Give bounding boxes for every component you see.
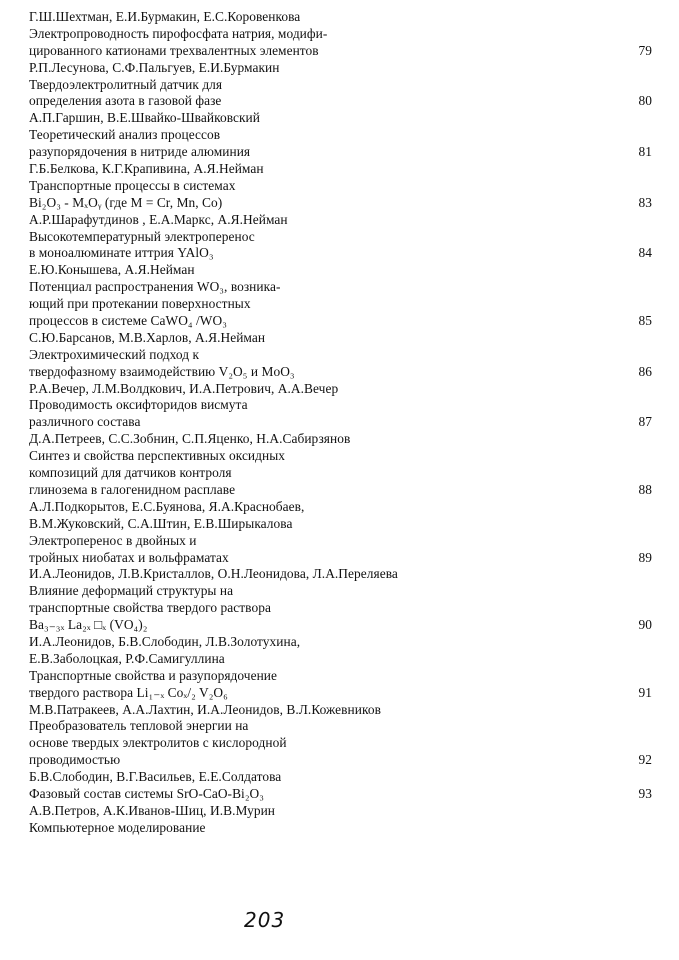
toc-line-text: Г.Ш.Шехтман, Е.И.Бурмакин, Е.С.Коровенкова: [29, 9, 301, 24]
toc-line: [29, 60, 659, 77]
toc-line-text: ющий при протекании поверхностных: [29, 296, 251, 312]
toc-line-text: Р.А.Вечер, Л.М.Волдкович, И.А.Петрович, А.А.Вечер: [29, 380, 339, 396]
toc-page-number: 83: [638, 194, 652, 210]
toc-line-text: проводимостью: [29, 752, 121, 768]
toc-page-number: 93: [638, 785, 652, 801]
toc-line: [29, 212, 659, 229]
toc-line-text: Электрохимический подход к: [29, 346, 200, 362]
toc-line-text: основе твердых электролитов с кислородной: [29, 735, 287, 751]
toc-line-text: тройных ниобатах и вольфраматах: [29, 549, 229, 565]
toc-line-text: Bi₂O₃ - MₓOᵧ (где M = Cr, Mn, Co): [29, 194, 223, 210]
toc-line: [29, 448, 659, 465]
toc-line: [29, 229, 659, 246]
toc-line: [29, 127, 659, 144]
toc-line: [29, 347, 659, 364]
toc-line-text: Б.В.Слободин, В.Г.Васильев, Е.Е.Солдатова: [29, 769, 282, 785]
toc-line-text: Фазовый состав системы SrO-CaO-Bi₂O₃: [29, 785, 264, 801]
toc-line: [29, 93, 659, 110]
toc-line: [29, 26, 659, 43]
toc-line-text: композиций для датчиков контроля: [29, 465, 232, 481]
toc-line: [29, 110, 659, 127]
toc-line-text: Преобразователь тепловой энергии на: [29, 718, 249, 734]
toc-line: [29, 296, 659, 313]
toc-line: [29, 9, 659, 26]
toc-line: [29, 313, 659, 330]
toc-line-text: В.М.Жуковский, С.А.Штин, Е.В.Ширыкалова: [29, 515, 293, 531]
toc-line: [29, 668, 659, 685]
toc-line: [29, 600, 659, 617]
toc-line: [29, 144, 659, 161]
toc-line-text: Влияние деформаций структуры на: [29, 583, 234, 599]
toc-page-number: 91: [638, 684, 652, 700]
toc-page-number: 84: [638, 245, 652, 261]
toc-line: [29, 769, 659, 786]
toc-line-text: А.Р.Шарафутдинов , Е.А.Маркс, А.Я.Нейман: [29, 211, 288, 227]
toc-line: [29, 482, 659, 499]
toc-line-text: Твердоэлектролитный датчик для: [29, 76, 223, 92]
toc-page-number: 90: [638, 617, 652, 633]
toc-line-text: А.В.Петров, А.К.Иванов-Шиц, И.В.Мурин: [29, 802, 276, 818]
toc-line: [29, 735, 659, 752]
toc-line-text: А.Л.Подкорытов, Е.С.Буянова, Я.А.Краснобаев,: [29, 498, 305, 514]
toc-line: [29, 752, 659, 769]
toc-line-text: разупорядочения в нитриде алюминия: [29, 144, 251, 160]
toc-line-text: А.П.Гаршин, В.Е.Швайко-Швайковский: [29, 110, 260, 126]
toc-line-text: твердого раствора Li₁₋ₓ Coₓ/₂ V₂O₆: [29, 684, 228, 700]
toc-line: [29, 431, 659, 448]
toc-line: [29, 651, 659, 668]
toc-line: [29, 583, 659, 600]
toc-line: [29, 702, 659, 719]
toc-line-text: в моноалюминате иттрия YAlO₃: [29, 245, 214, 261]
toc-line: [29, 397, 659, 414]
toc-line-text: И.А.Леонидов, Б.В.Слободин, Л.В.Золотухина,: [29, 633, 301, 649]
toc-line: [29, 516, 659, 533]
toc-page-number: 87: [638, 414, 652, 430]
toc-line-text: Е.Ю.Конышева, А.Я.Нейман: [29, 262, 195, 278]
toc-line: [29, 718, 659, 735]
toc-line-text: И.А.Леонидов, Л.В.Кристаллов, О.Н.Леонидова, Л.А.Переляева: [29, 566, 398, 582]
toc-line-text: Транспортные процессы в системах: [29, 177, 236, 193]
toc-page-number: 89: [638, 549, 652, 565]
toc-line-text: Г.Б.Белкова, К.Г.Крапивина, А.Я.Нейман: [29, 161, 264, 177]
toc-line-text: Синтез и свойства перспективных оксидных: [29, 448, 286, 464]
toc-line: [29, 550, 659, 567]
toc-page-number: 79: [638, 42, 652, 58]
toc-page-number: 80: [638, 93, 652, 109]
toc-line: [29, 43, 659, 60]
toc-line-text: Потенциал распространения WO₃, возника-: [29, 279, 281, 295]
toc-line-text: Ba₃₋₃ₓ La₂ₓ □ₓ (VO₄)₂: [29, 617, 148, 633]
toc-line-text: Компьютерное моделирование: [29, 819, 206, 835]
toc-line: [29, 381, 659, 398]
toc-line: [29, 245, 659, 262]
toc-line: [29, 330, 659, 347]
toc-line: [29, 414, 659, 431]
toc-line-text: Электроперенос в двойных и: [29, 532, 197, 548]
toc-line-text: Теоретический анализ процессов: [29, 127, 221, 143]
toc-line: [29, 279, 659, 296]
toc-page-number: 88: [638, 481, 652, 497]
toc-line-text: Р.П.Лесунова, С.Ф.Пальгуев, Е.И.Бурмакин: [29, 59, 280, 75]
toc-line: [29, 617, 659, 634]
toc-line: [29, 465, 659, 482]
toc-line-text: Высокотемпературный электроперенос: [29, 228, 255, 244]
toc-page-number: 86: [638, 363, 652, 379]
toc-line: [29, 803, 659, 820]
toc-line: [29, 195, 659, 212]
toc-line-text: твердофазному взаимодействию V₂O₅ и MoO₃: [29, 363, 295, 379]
toc-line-text: различного состава: [29, 414, 141, 430]
toc-line-text: определения азота в газовой фазе: [29, 93, 222, 109]
toc-page-number: 92: [638, 752, 652, 768]
toc-line: [29, 161, 659, 178]
toc-line: [29, 533, 659, 550]
toc-line-text: Е.В.Заболоцкая, Р.Ф.Самигуллина: [29, 650, 225, 666]
toc-page-number: 85: [638, 313, 652, 329]
toc-line-text: Электропроводность пирофосфата натрия, модифи-: [29, 25, 328, 41]
toc-line-text: Д.А.Петреев, С.С.Зобнин, С.П.Яценко, Н.А.Сабирзянов: [29, 431, 351, 447]
toc-line-text: процессов в системе CaWO₄ /WO₃: [29, 313, 227, 329]
toc-line-text: глинозема в галогенидном расплаве: [29, 481, 236, 497]
toc-line: [29, 566, 659, 583]
table-of-contents: [29, 9, 659, 837]
toc-line-text: Проводимость оксифторидов висмута: [29, 397, 248, 413]
toc-line: [29, 364, 659, 381]
toc-line: [29, 178, 659, 195]
toc-page-number: 81: [638, 144, 652, 160]
toc-line-text: Транспортные свойства и разупорядочение: [29, 667, 278, 683]
toc-line: [29, 262, 659, 279]
toc-line: [29, 499, 659, 516]
toc-line-text: транспортные свойства твердого раствора: [29, 600, 271, 616]
toc-line-text: цированного катионами трехвалентных элементов: [29, 42, 319, 58]
toc-line: [29, 820, 659, 837]
toc-line: [29, 685, 659, 702]
toc-line: [29, 77, 659, 94]
page-number: 203: [244, 908, 286, 932]
toc-line: [29, 634, 659, 651]
toc-line: [29, 786, 659, 803]
toc-line-text: М.В.Патракеев, А.А.Лахтин, И.А.Леонидов, В.Л.Кожевников: [29, 701, 381, 717]
toc-line-text: С.Ю.Барсанов, М.В.Харлов, А.Я.Нейман: [29, 329, 266, 345]
